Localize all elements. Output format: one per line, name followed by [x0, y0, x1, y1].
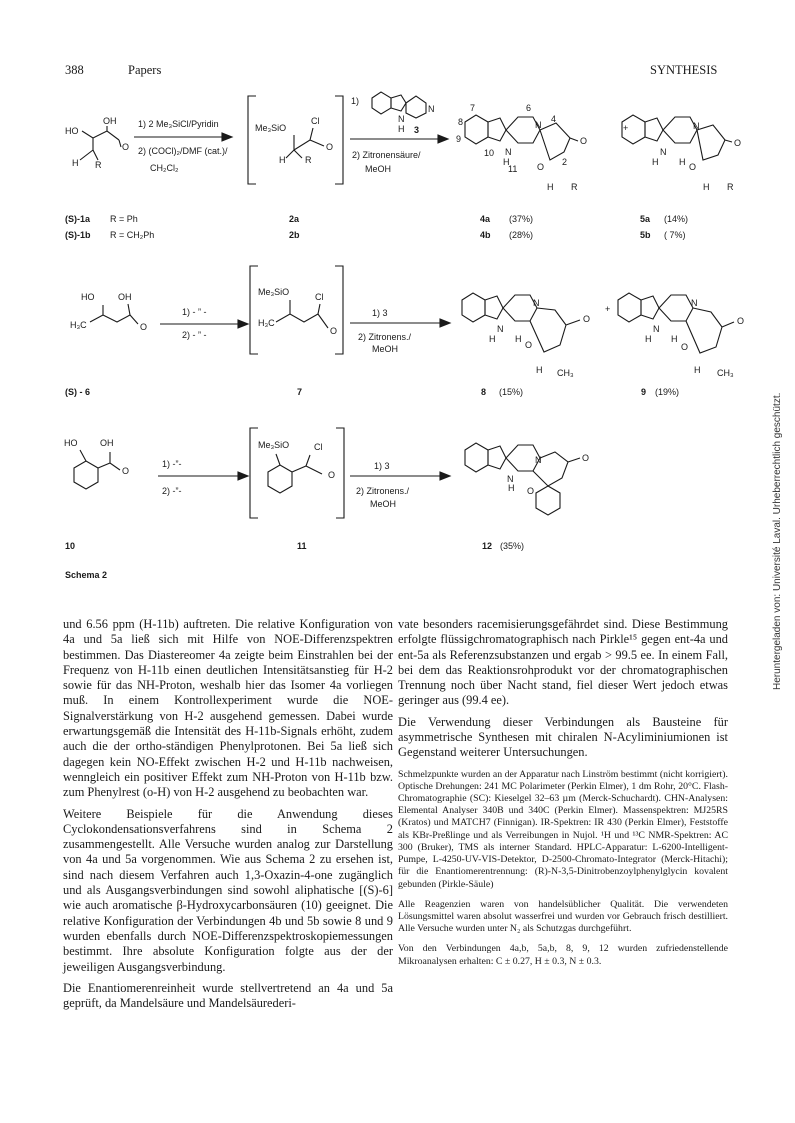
svg-text:N: N [660, 147, 667, 157]
svg-text:(15%): (15%) [499, 387, 524, 397]
svg-text:H: H [515, 334, 522, 344]
svg-text:Cl: Cl [311, 116, 320, 126]
svg-text:+: + [623, 123, 629, 133]
svg-text:R = CH₂Ph: R = CH₂Ph [110, 230, 155, 240]
svg-text:2) Zitronens./: 2) Zitronens./ [358, 332, 412, 342]
paragraph: Die Enantiomerenreinheit wurde stellvertretend an 4a und 5a geprüft, da Mandelsäure und Mandelsäurederi- [63, 980, 393, 1011]
structure-9 [618, 293, 744, 378]
paragraph: vate besonders racemisierungsgefährdet sind. Diese Bestimmung erfolgte flüssigchromatographisch nach Pirkle¹⁵ gegen ent-4a und ent-5a als Referenzsubstanzen und ergab > 99.5 ee. In einem Fall, bei dem das Reaktionsrohprodukt vor der chromatographischen Trennung noch über Nacht stand, fiel dieser Wert jedoch etwas geringer aus (99.4 ee). [398, 617, 728, 708]
svg-text:H: H [489, 334, 496, 344]
svg-text:H: H [694, 365, 701, 375]
svg-text:O: O [689, 162, 697, 172]
svg-text:11: 11 [297, 541, 307, 551]
svg-text:1) 2 Me₃SiCl/Pyridin: 1) 2 Me₃SiCl/Pyridin [138, 119, 219, 129]
svg-text:MeOH: MeOH [370, 499, 397, 509]
structure-10 [64, 438, 129, 489]
svg-text:Me₃SiO: Me₃SiO [258, 440, 290, 450]
svg-text:1): 1) [351, 96, 360, 106]
svg-text:O: O [580, 136, 588, 146]
svg-text:OH: OH [100, 438, 114, 448]
svg-text:H: H [279, 155, 286, 165]
svg-text:O: O [681, 342, 689, 352]
svg-text:O: O [737, 316, 745, 326]
page-number: 388 [65, 63, 84, 77]
svg-text:O: O [583, 314, 591, 324]
experimental-note: Schmelzpunkte wurden an der Apparatur nach Linström bestimmt (nicht korrigiert). Optische Drehungen: 241 MC Polarimeter (Perkin Elmer), 1 dm Rohr, 20°C. Flash-Chromatographie (SC): Kieselgel 32–63 µm (Merck-Schuchardt). CHN-Analysen: Elemental Analyser 340B und 340C (Perkin Elmer). Massenspektren: MJ25RS (Kratos) und MATCH7 (Finnigan). IR-Spektren: IR 430 (Perkin Elmer), Feststoffe als KBr-Preßlinge und als Verreibungen in Nujol. ¹H und ¹³C NMR-Spektren: AC 300 (Bruker), TMS als interner Standard. HPLC-Apparatur: L-6200-Intelligent-Pumpe, L-4250-UV-VIS-Detektor, D-2500-Chromato-Integrator (Merck-Hitachi); für die Enantiomerentrennung: (R)-N-3,5-Dinitrobenzoylphenylglycin kovalent gebunden (Pirkle-Säule) [398, 768, 728, 890]
svg-text:CH₃: CH₃ [557, 368, 574, 378]
svg-text:MeOH: MeOH [372, 344, 399, 354]
svg-text:O: O [140, 322, 148, 332]
left-column [63, 617, 393, 1017]
svg-text:O: O [527, 486, 535, 496]
svg-text:(S) - 6: (S) - 6 [65, 387, 91, 397]
svg-text:2) Zitronens./: 2) Zitronens./ [356, 486, 410, 496]
svg-text:HO: HO [64, 438, 78, 448]
svg-text:4b: 4b [480, 230, 491, 240]
svg-text:O: O [582, 453, 590, 463]
svg-text:( 7%): ( 7%) [664, 230, 686, 240]
svg-text:CH₃: CH₃ [717, 368, 734, 378]
svg-text:N: N [533, 298, 540, 308]
svg-text:H: H [536, 365, 543, 375]
svg-text:1) - ” -: 1) - ” - [182, 307, 207, 317]
svg-text:8: 8 [481, 387, 487, 397]
svg-text:N: N [505, 147, 512, 157]
svg-text:MeOH: MeOH [365, 164, 392, 174]
experimental-note: Von den Verbindungen 4a,b, 5a,b, 8, 9, 12 wurden zufriedenstellende Mikroanalysen erhalten: C ± 0.27, H ± 0.3, N ± 0.3. [398, 943, 728, 967]
svg-text:N: N [507, 474, 514, 484]
svg-text:O: O [326, 142, 334, 152]
structure-5 [622, 115, 741, 192]
svg-text:10: 10 [65, 541, 76, 551]
svg-text:R: R [571, 182, 578, 192]
svg-text:2) - ” -: 2) - ” - [182, 330, 207, 340]
svg-text:9: 9 [641, 387, 647, 397]
svg-text:H: H [645, 334, 652, 344]
svg-text:H: H [503, 157, 510, 167]
section-label: Papers [128, 63, 162, 77]
structure-1 [65, 116, 129, 170]
svg-text:4a: 4a [480, 214, 491, 224]
svg-text:O: O [122, 466, 130, 476]
svg-text:2a: 2a [289, 214, 300, 224]
journal-name: SYNTHESIS [650, 63, 718, 77]
svg-text:Me₃SiO: Me₃SiO [258, 287, 290, 297]
svg-text:Cl: Cl [315, 292, 324, 302]
svg-text:Cl: Cl [314, 442, 323, 452]
svg-text:O: O [122, 142, 130, 152]
svg-text:H: H [508, 483, 515, 493]
svg-text:8: 8 [458, 117, 464, 127]
svg-text:H₃C: H₃C [258, 318, 275, 328]
svg-text:O: O [328, 470, 336, 480]
svg-text:H: H [652, 157, 659, 167]
svg-text:H: H [679, 157, 686, 167]
svg-text:H: H [703, 182, 710, 192]
svg-text:H: H [671, 334, 678, 344]
svg-text:2b: 2b [289, 230, 300, 240]
structure-12 [465, 443, 589, 515]
svg-text:N: N [398, 114, 405, 124]
svg-text:(28%): (28%) [509, 230, 534, 240]
svg-text:+: + [605, 304, 611, 314]
svg-text:2: 2 [562, 157, 568, 167]
svg-text:1) 3: 1) 3 [372, 308, 388, 318]
svg-text:(35%): (35%) [500, 541, 525, 551]
svg-text:(19%): (19%) [655, 387, 680, 397]
paragraph: Die Verwendung dieser Verbindungen als Bausteine für asymmetrische Synthesen mit chiralen N-Acyliminiumionen ist Gegenstand weiterer Untersuchungen. [398, 714, 728, 760]
download-watermark: Heruntergeladen von: Université Laval. Urheberrechtlich geschützt. [772, 392, 783, 690]
svg-text:O: O [537, 162, 545, 172]
svg-text:H: H [72, 158, 79, 168]
svg-text:(14%): (14%) [664, 214, 689, 224]
svg-text:(S)-1a: (S)-1a [65, 214, 91, 224]
svg-text:HO: HO [65, 126, 79, 136]
svg-text:R: R [305, 155, 312, 165]
svg-text:6: 6 [526, 103, 532, 113]
svg-text:3: 3 [414, 125, 420, 135]
svg-text:1) 3: 1) 3 [374, 461, 390, 471]
svg-text:5b: 5b [640, 230, 651, 240]
svg-text:2) Zitronensäure/: 2) Zitronensäure/ [352, 150, 421, 160]
svg-text:H: H [398, 124, 405, 134]
svg-text:H: H [547, 182, 554, 192]
scheme-caption: Schema 2 [65, 570, 108, 580]
svg-text:O: O [734, 138, 742, 148]
svg-text:7: 7 [470, 103, 476, 113]
svg-text:4: 4 [551, 114, 557, 124]
svg-text:H₃C: H₃C [70, 320, 87, 330]
svg-text:HO: HO [81, 292, 95, 302]
svg-text:12: 12 [482, 541, 493, 551]
svg-text:7: 7 [297, 387, 303, 397]
svg-text:OH: OH [103, 116, 117, 126]
svg-text:11: 11 [508, 164, 518, 174]
svg-text:R: R [95, 160, 102, 170]
svg-text:R: R [727, 182, 734, 192]
svg-text:N: N [535, 455, 542, 465]
paragraph: Weitere Beispiele für die Anwendung dieses Cyclokondensationsverfahrens sind in Schema 2 zusammengestellt. Alle Versuche wurden analog zur Darstellung von 4a und 5a vorgenommen. Wie aus Schema 2 zu ersehen ist, sind nach diesem Verfahren auch 1,3-Oxazin-4-one zugänglich und als Ausgangsverbindungen sind sowohl aliphatische [(S)-6] wie auch aromatische β-Hydroxycarbonsäuren (10) geeignet. Die relative Konfiguration der Verbindungen 4b und 5b sowie 8 und 9 wurden ebenfalls durch NOE-Differenzspektroskopiemessungen bestimmt. Ihre absolute Konfiguration folgte aus der der jeweiligen Ausgangsverbindung. [63, 806, 393, 974]
svg-text:N: N [497, 324, 504, 334]
svg-text:O: O [525, 340, 533, 350]
experimental-note: Alle Reagenzien waren von handelsüblicher Qualität. Die verwendeten Lösungsmittel waren absolut wasserfrei und wurden vor Gebrauch frisch destilliert. Alle Versuche wurden unter N₂ als Schutzgas durchgeführt. [398, 898, 728, 935]
svg-text:9: 9 [456, 134, 462, 144]
svg-text:2) (COCl)₂/DMF (cat.)/: 2) (COCl)₂/DMF (cat.)/ [138, 146, 228, 156]
svg-text:N: N [535, 120, 542, 130]
svg-text:Me₃SiO: Me₃SiO [255, 123, 287, 133]
svg-text:R = Ph: R = Ph [110, 214, 138, 224]
carboline-reagent [372, 92, 435, 134]
svg-text:N: N [693, 121, 700, 131]
svg-text:N: N [691, 298, 698, 308]
svg-text:1) -”-: 1) -”- [162, 459, 182, 469]
structure-8 [462, 293, 590, 378]
svg-text:5a: 5a [640, 214, 651, 224]
svg-text:CH₂Cl₂: CH₂Cl₂ [150, 163, 179, 173]
svg-text:10: 10 [484, 148, 495, 158]
structure-6 [70, 292, 147, 332]
svg-text:N: N [653, 324, 660, 334]
paragraph: und 6.56 ppm (H-11b) auftreten. Die relative Konfiguration von 4a und 5a ließ sich mit Hilfe von NOE-Differenzspektren bestimmen. Das Diastereomer 4a zeigte beim Einstrahlen bei der Frequenz von H-11b einen deutlichen Intensitätsanstieg für H-2 sowie für das NH-Proton, weshalb hier das Isomer 4a vorliegen muß. In einem Kontrollexperiment wurde die NOE-Signalverstärkung von H-2 ausgehend gemessen. Dabei wurde erwartungsgemäß die Intensität des H-11b-Signals erhöht, zudem auch die der ortho-ständigen Phenylprotonen. Bei 5a ließ sich dagegen kein NO-Effekt zwischen H-2 und H-11b nachweisen, wenngleich ein positiver Effekt zum NH-Proton von H-11b bzw. zum Phenylrest (o-H) von H-2 ausgehend zu beobachten war. [63, 617, 393, 800]
svg-text:2) -”-: 2) -”- [162, 486, 182, 496]
structure-4 [456, 103, 587, 192]
svg-text:O: O [330, 326, 338, 336]
right-column [398, 617, 728, 974]
svg-text:N: N [428, 104, 435, 114]
svg-text:(S)-1b: (S)-1b [65, 230, 91, 240]
svg-text:(37%): (37%) [509, 214, 534, 224]
svg-text:OH: OH [118, 292, 132, 302]
